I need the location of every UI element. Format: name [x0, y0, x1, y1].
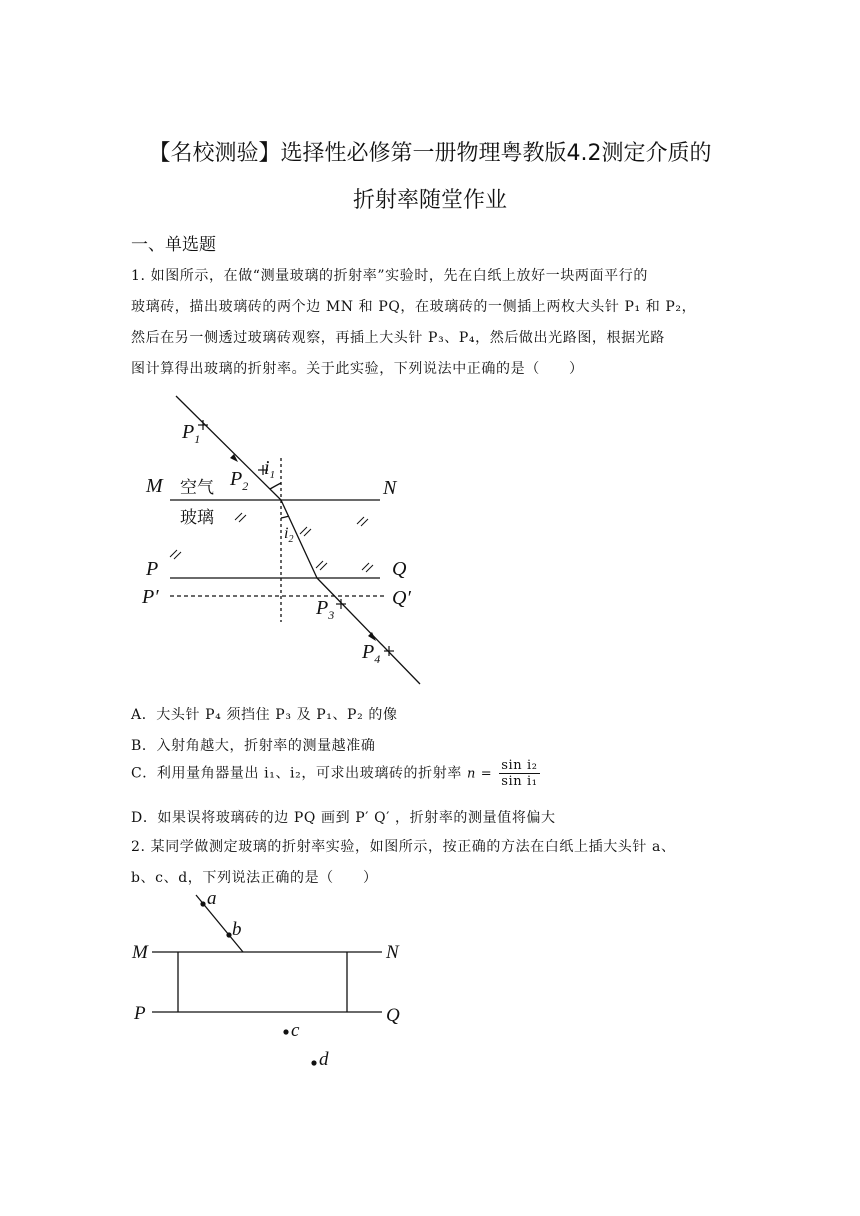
label-a: a [207, 890, 217, 909]
pin-b [226, 932, 231, 937]
label-air: 空气 [180, 478, 214, 497]
question-2-text [131, 832, 731, 894]
label-M: M [132, 942, 148, 963]
q1-line-1: 1. 如图所示，在做“测量玻璃的折射率”实验时，先在白纸上放好一块两面平行的 [131, 268, 648, 284]
emergent-arrow [368, 632, 376, 641]
label-b: b [232, 919, 242, 940]
page-title-line2: 折射率随堂作业 [352, 188, 507, 213]
label-N: N [386, 942, 399, 963]
q2-line-1: 2. 某同学做测定玻璃的折射率实验，如图所示，按正确的方法在白纸上插大头针 a、 [131, 839, 676, 855]
angle-i2-arc [281, 516, 289, 518]
incident-arrow [230, 454, 238, 462]
question-1-text [131, 261, 731, 385]
label-i1: $i_1$ [264, 457, 276, 481]
label-M: M [146, 475, 163, 497]
q1-option-c [131, 758, 540, 789]
label-P2: $P_2$ [230, 468, 249, 493]
formula-denominator: sin i₁ [501, 774, 538, 789]
label-glass: 玻璃 [180, 508, 214, 527]
label-c: c [291, 1020, 300, 1041]
refractive-index-formula [467, 758, 540, 789]
label-Q-prime: Q′ [392, 587, 411, 609]
pin-p3-marker [336, 599, 346, 609]
q1-option-d: D．如果误将玻璃砖的边 PQ 画到 P′ Q′ ，折射率的测量值将偏大 [131, 810, 556, 826]
q1-option-a: A．大头针 P₄ 须挡住 P₃ 及 P₁、P₂ 的像 [131, 707, 398, 723]
label-Q: Q [386, 1005, 400, 1026]
label-P1: $P_1$ [182, 421, 201, 446]
label-Q: Q [392, 558, 407, 580]
formula-numerator: sin i₂ [501, 758, 538, 773]
label-i2: $i_2$ [284, 525, 294, 545]
q2-line-2: b、c、d，下列说法正确的是（ ） [131, 870, 378, 886]
q1-line-3: 然后在另一侧透过玻璃砖观察，再插上大头针 P₃、P₄，然后做出光路图，根据光路 [131, 330, 665, 346]
label-N: N [383, 477, 397, 499]
refraction-diagram-1 [130, 390, 440, 690]
pin-p4-marker [384, 646, 394, 656]
refraction-diagram-2 [130, 890, 420, 1080]
pin-c [283, 1029, 288, 1034]
q1-line-4: 图计算得出玻璃的折射率。关于此实验，下列说法中正确的是（ ） [131, 361, 584, 377]
label-P3: $P_3$ [316, 597, 335, 622]
q1-option-c-text: C．利用量角器量出 i₁、i₂，可求出玻璃砖的折射率 [131, 765, 462, 782]
section-heading: 一、单选题 [131, 235, 216, 255]
pin-d [311, 1060, 316, 1065]
pin-p1-marker [198, 420, 208, 430]
label-d: d [319, 1049, 329, 1070]
formula-fraction [499, 758, 539, 789]
label-P-prime: P′ [142, 586, 159, 608]
q1-option-b: B．入射角越大，折射率的测量越准确 [131, 738, 376, 754]
formula-lhs: n = [467, 766, 493, 782]
label-P: P [134, 1003, 146, 1024]
label-P: P [146, 558, 159, 580]
pin-a [200, 901, 205, 906]
page-title-line1: 【名校测验】选择性必修第一册物理粤教版4.2测定介质的 [148, 141, 712, 166]
label-P4: $P_4$ [362, 641, 381, 666]
q1-line-2: 玻璃砖，描出玻璃砖的两个边 MN 和 PQ，在玻璃砖的一侧插上两枚大头针 P₁ 和 P₂， [131, 299, 697, 315]
angle-i1-arc [270, 483, 281, 489]
